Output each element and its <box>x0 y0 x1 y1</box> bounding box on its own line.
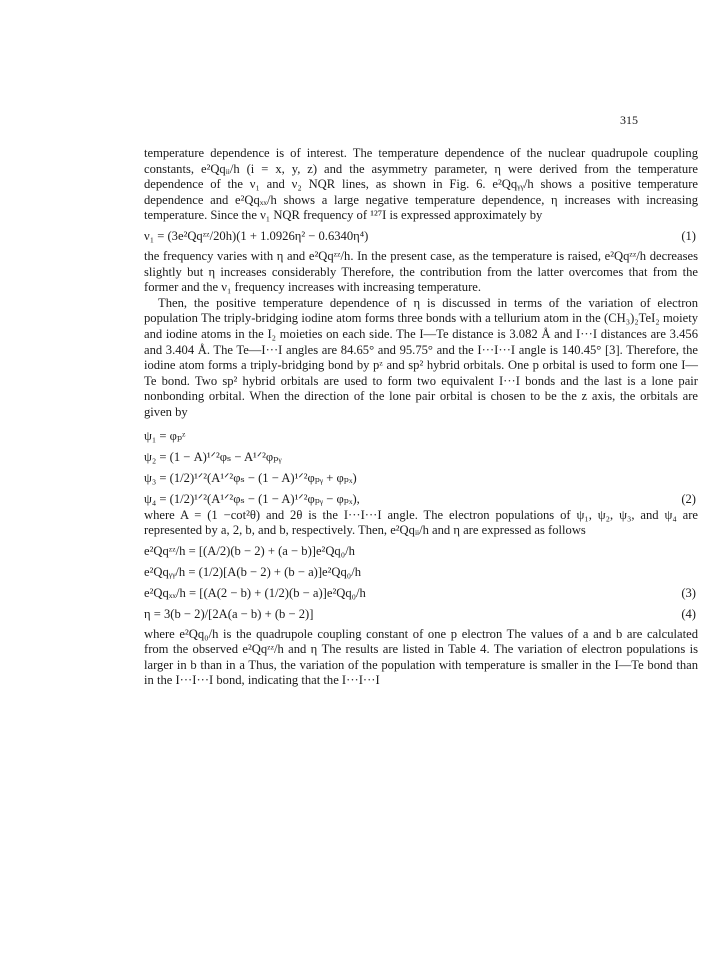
equation-text: e²Qqₓₓ/h = [(A(2 − b) + (1/2)(b − a)]e²Qq₀/h <box>144 585 366 600</box>
equation-text: e²Qqᶻᶻ/h = [(A/2)(b − 2) + (a − b)]e²Qq₀/h <box>144 543 355 558</box>
equation-1 <box>144 228 698 245</box>
equation-number: (1) <box>681 228 696 243</box>
page-number: 315 <box>620 113 638 127</box>
equation-number: (4) <box>681 606 696 621</box>
equation-text: e²Qqᵧᵧ/h = (1/2)[A(b − 2) + (b − a)]e²Qq₀/h <box>144 564 361 579</box>
equation-text: η = 3(b − 2)/[2A(a − b) + (b − 2)] <box>144 606 314 621</box>
orbital-equation <box>144 470 698 487</box>
orbital-equation <box>144 491 698 508</box>
text-body <box>144 146 698 689</box>
coupling-equation <box>144 585 698 602</box>
paragraph: the frequency varies with η and e²Qqᶻᶻ/h. In the present case, as the temperature is raised, e²Qqᶻᶻ/h decreases slightly but η increases considerably Therefore, the contribution from the latter overcomes that from the former and the ν₁ frequency increases with increasing temperature. <box>144 248 698 295</box>
equation-number: (3) <box>681 585 696 600</box>
paragraph: where A = (1 −cot²θ) and 2θ is the I···I···I angle. The electron populations of ψ₁, ψ₂, ψ₃, and ψ₄ are represented by a, 2, b, and b, respectively. Then, e²Qqᵢᵢ/h and η are expressed as follows <box>144 507 698 538</box>
equation-4 <box>144 606 698 623</box>
equation-text: ψ₃ = (1/2)¹ᐟ²(A¹ᐟ²φₛ − (1 − A)¹ᐟ²φₚᵧ + φₚₓ) <box>144 470 357 485</box>
coupling-equation <box>144 564 698 581</box>
paragraph: temperature dependence is of interest. The temperature dependence of the nuclear quadrupole coupling constants, e²Qqᵢᵢ/h (i = x, y, z) and the asymmetry parameter, η were derived from the temperature dependence of the ν₁ and ν₂ NQR lines, as shown in Fig. 6. e²Qqᵧᵧ/h shows a positive temperature dependence and e²Qqₓₓ/h shows a large negative temperature dependence, η increases with increasing temperature. Since the ν₁ NQR frequency of ¹²⁷I is expressed approximately by <box>144 146 698 223</box>
paragraph: Then, the positive temperature dependence of η is discussed in terms of the variation of electron population The triply-bridging iodine atom forms three bonds with a tellurium atom in the (CH₃)₂TeI₂ moiety and iodine atoms in the I₂ moieties on each side. The I—Te distance is 3.082 Å and I···I distances are 3.456 and 3.404 Å. The Te—I···I angles are 84.65° and 95.75° and the I···I···I angle is 140.45° [3]. Therefore, the iodine atom forms a triply-bridging bond by pᶻ and sp² hybrid orbitals. One p orbital is used to form one I—Te bond. Two sp² hybrid orbitals are used to form two equivalent I···I bonds and the last is a lone pair nonbonding orbital. When the direction of the lone pair orbital is chosen to be the z axis, the orbitals are given by <box>144 295 698 419</box>
orbital-equation <box>144 449 698 466</box>
equation-text: ψ₂ = (1 − A)¹ᐟ²φₛ − A¹ᐟ²φₚᵧ <box>144 449 282 464</box>
equation-number: (2) <box>681 491 696 506</box>
paragraph: where e²Qq₀/h is the quadrupole coupling constant of one p electron The values of a and b are calculated from the observed e²Qqᶻᶻ/h and η The results are listed in Table 4. The variation of electron populations is larger in b than in a Thus, the variation of the population with temperature is smaller in the I—Te bond than in the I···I···I bond, indicating that the I···I···I <box>144 626 698 688</box>
equation-text: ν₁ = (3e²Qqᶻᶻ/20h)(1 + 1.0926η² − 0.6340η⁴) <box>144 228 369 243</box>
coupling-equation <box>144 543 698 560</box>
equation-text: ψ₄ = (1/2)¹ᐟ²(A¹ᐟ²φₛ − (1 − A)¹ᐟ²φₚᵧ − φₚₓ), <box>144 491 360 506</box>
equation-text: ψ₁ = φₚᶻ <box>144 428 186 443</box>
orbital-equation <box>144 428 698 445</box>
